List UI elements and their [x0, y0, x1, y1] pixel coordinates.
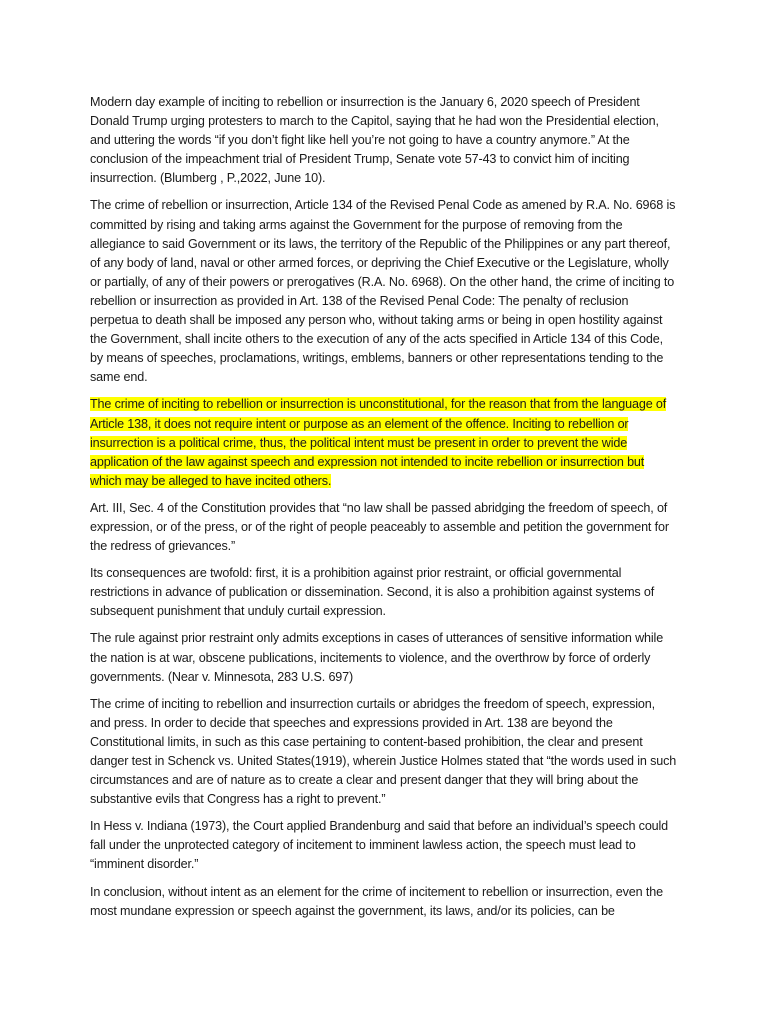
paragraph-clear-present-danger: The crime of inciting to rebellion and insurrection curtails or abridges the freedom of speech, expression, and press. In order to decide that speeches and expressions provided in Art. 138 are beyond the Constitutional limits, in such as this case pertaining to content-based prohibition, the clear and present danger test in Schenck vs. United States(1919), wherein Justice Holmes stated that “the words used in such circumstances and are of nature as to create a clear and present danger that they will bring about the substantive evils that Congress has a right to prevent.” [90, 696, 677, 807]
paragraph-hess-v-indiana: In Hess v. Indiana (1973), the Court applied Brandenburg and said that before an individual’s speech could fall under the unprotected category of incitement to imminent lawless action, the speech must lead to “imminent disorder.” [90, 819, 669, 872]
highlighted-text: The crime of inciting to rebellion or insurrection is unconstitutional, for the reason that from the language of Article 138, it does not require intent or purpose as an element of the offence. Inciting to rebellion or insurrection is a political crime, thus, the political intent must be present in order to prevent the wide application of the law against speech and expression not intended to incite rebellion or insurrection but which may be alleged to have incited others. [90, 397, 667, 488]
paragraph-consequences: Its consequences are twofold: first, it is a prohibition against prior restraint, or official governmental restrictions in advance of publication or dissemination. Second, it is also a prohibition against systems of subsequent punishment that unduly curtail expression. [90, 566, 655, 619]
paragraph-conclusion: In conclusion, without intent as an element for the crime of incitement to rebellion or insurrection, even the most mundane expression or speech against the government, its laws, and/or its policies, can be [90, 884, 663, 918]
paragraph-unconstitutional-highlighted [90, 395, 678, 490]
document-body [90, 93, 678, 929]
paragraph-prior-restraint: The rule against prior restraint only admits exceptions in cases of utterances of sensitive information while the nation is at war, obscene publications, incitements to violence, and the overthrow by force of orderly governments. (Near v. Minnesota, 283 U.S. 697) [90, 631, 664, 684]
paragraph-january-6-example: Modern day example of inciting to rebellion or insurrection is the January 6, 2020 speech of President Donald Trump urging protesters to march to the Capitol, saying that he had won the Presidential election, and uttering the words “if you don’t fight like hell you’re not going to have a country anymore.” At the conclusion of the impeachment trial of President Trump, Senate vote 57-43 to convict him of inciting insurrection. (Blumberg , P.,2022, June 10). [90, 95, 659, 186]
paragraph-rebellion-definition: The crime of rebellion or insurrection, Article 134 of the Revised Penal Code as amened by R.A. No. 6968 is committed by rising and taking arms against the Government for the purpose of removing from the allegiance to said Government or its laws, the territory of the Republic of the Philippines or any part thereof, of any body of land, naval or other armed forces, or depriving the Chief Executive or the Legislature, wholly or partially, of any of their powers or prerogatives (R.A. No. 6968). On the other hand, the crime of inciting to rebellion or insurrection as provided in Art. 138 of the Revised Penal Code: The penalty of reclusion perpetua to death shall be imposed any person who, without taking arms or being in open hostility against the Government, shall incite others to the execution of any of the acts specified in Article 134 of this Code, by means of speeches, proclamations, writings, emblems, banners or other representations tending to the same end. [90, 198, 676, 385]
paragraph-constitution-article-iii: Art. III, Sec. 4 of the Constitution provides that “no law shall be passed abridging the freedom of speech, of expression, or of the press, or of the right of people peaceably to assemble and petition the government for the redress of grievances.” [90, 500, 669, 554]
